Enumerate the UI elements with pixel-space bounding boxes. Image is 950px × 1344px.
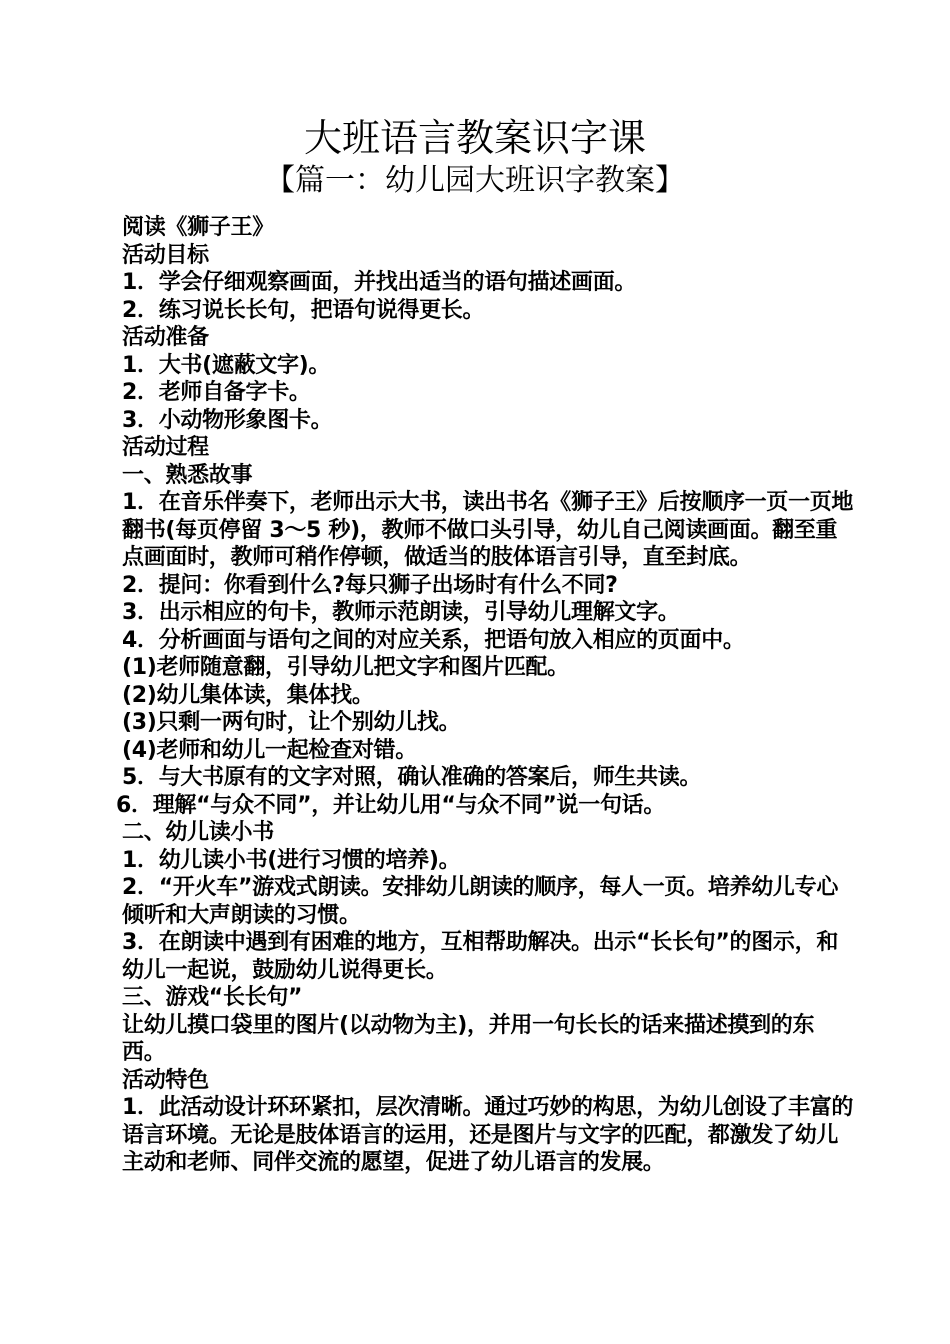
- paragraph-line: 5．与大书原有的文字对照，确认准确的答案后，师生共读。: [122, 765, 702, 790]
- paragraph-line: 2．提问：你看到什么?每只狮子出场时有什么不同?: [122, 572, 618, 598]
- section-heading: 活动过程: [122, 435, 209, 460]
- document-title: 大班语言教案识字课: [303, 116, 646, 160]
- section-heading: 三、游戏“长长句”: [122, 985, 303, 1010]
- section-heading: 一、熟悉故事: [122, 462, 253, 488]
- document-subtitle: 【篇一：幼儿园大班识字教案】: [265, 163, 685, 198]
- paragraph-line: (2)幼儿集体读，集体找。: [122, 682, 374, 708]
- paragraph-line: (3)只剩一两句时，让个别幼儿找。: [122, 710, 461, 735]
- paragraph-line: 3．在朗读中遇到有困难的地方，互相帮助解决。出示“长长句”的图示，和幼儿一起说，鼓励幼儿说得更长。: [122, 930, 839, 983]
- paragraph-line: 2．“开火车”游戏式朗读。安排幼儿朗读的顺序，每人一页。培养幼儿专心倾听和大声朗读的习惯。: [122, 875, 839, 928]
- section-heading: 活动目标: [122, 242, 209, 268]
- section-heading: 阅读《狮子王》: [122, 215, 274, 240]
- section-heading: 活动准备: [122, 325, 209, 350]
- section-heading: 二、幼儿读小书: [122, 820, 274, 845]
- section-heading: 活动特色: [122, 1067, 209, 1093]
- paragraph-line: 让幼儿摸口袋里的图片(以动物为主)，并用一句长长的话来描述摸到的东西。: [122, 1012, 815, 1065]
- paragraph-line: 3．出示相应的句卡，教师示范朗读，引导幼儿理解文字。: [122, 600, 680, 625]
- paragraph-line: 1．大书(遮蔽文字)。: [122, 352, 331, 378]
- paragraph-line: 4．分析画面与语句之间的对应关系，把语句放入相应的页面中。: [122, 627, 745, 653]
- document-body: [116, 214, 856, 1177]
- paragraph-line: 6．理解“与众不同”，并让幼儿用“与众不同”说一句话。: [116, 792, 666, 818]
- paragraph-line: (1)老师随意翻，引导幼儿把文字和图片匹配。: [122, 655, 569, 680]
- paragraph-line: 1．学会仔细观察画面，并找出适当的语句描述画面。: [122, 270, 637, 295]
- paragraph-line: 1．在音乐伴奏下，老师出示大书，读出书名《狮子王》后按顺序一页一页地翻书(每页停留 3～5 秒)，教师不做口头引导，幼儿自己阅读画面。翻至重点画面时，教师可稍作停顿，做适当的肢体语言引导，直至封底。: [122, 490, 854, 570]
- paragraph-line: 3．小动物形象图卡。: [122, 407, 333, 433]
- paragraph-line: 1．幼儿读小书(进行习惯的培养)。: [122, 847, 461, 873]
- paragraph-line: (4)老师和幼儿一起检查对错。: [122, 737, 417, 763]
- paragraph-line: 1．此活动设计环环紧扣，层次清晰。通过巧妙的构思，为幼儿创设了丰富的语言环境。无论是肢体语言的运用，还是图片与文字的匹配，都激发了幼儿主动和老师、同伴交流的愿望，促进了幼儿语言的发展。: [122, 1095, 854, 1175]
- paragraph-line: 2．老师自备字卡。: [122, 380, 311, 405]
- paragraph-line: 2．练习说长长句，把语句说得更长。: [122, 297, 485, 323]
